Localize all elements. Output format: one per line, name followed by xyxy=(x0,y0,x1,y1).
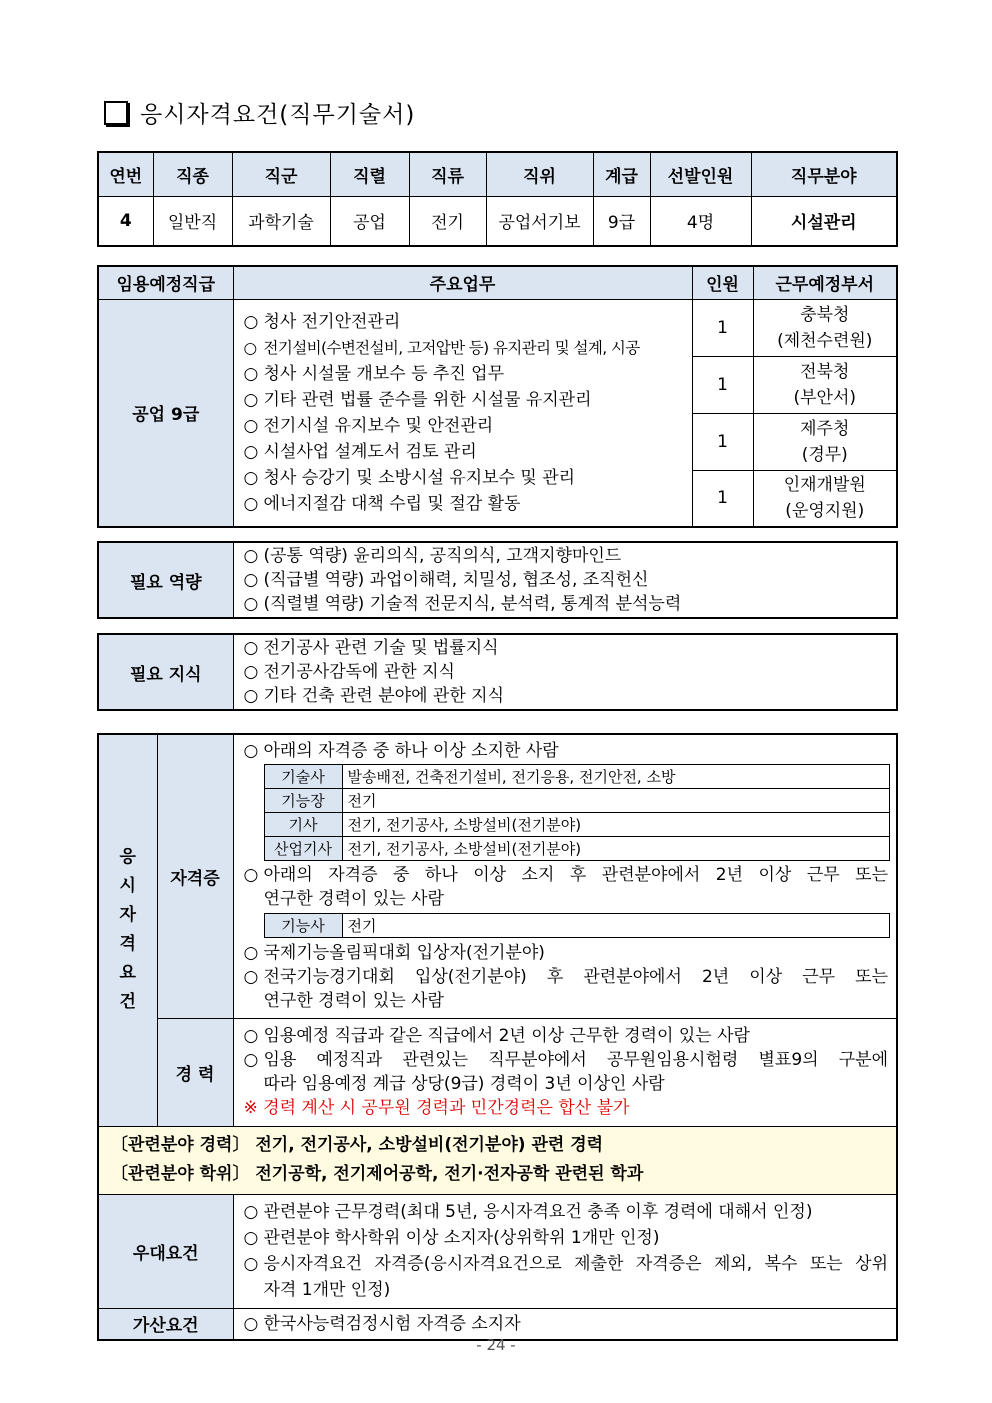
header-cell: 직위 xyxy=(486,152,593,196)
count-cell: 1 xyxy=(692,356,753,413)
preference-label: 우대요건 xyxy=(98,1194,233,1308)
header-cell: 선발인원 xyxy=(650,152,751,196)
cert-table-1 xyxy=(264,764,890,861)
list-item: ○ 기타 건축 관련 분야에 관한 지식 xyxy=(236,684,895,708)
checkbox-icon xyxy=(104,101,128,125)
list-item: ○ 아래의 자격증 중 하나 이상 소지 후 관련분야에서 2년 이상 근무 또는 xyxy=(236,863,889,887)
dept-cell xyxy=(753,413,897,470)
table-cell: 9급 xyxy=(593,196,650,246)
header-cell: 계급 xyxy=(593,152,650,196)
list-item-cont: 따라 임용예정 계급 상당(9급) 경력이 3년 이상인 사람 xyxy=(263,1074,665,1094)
dept-sub: (부안서) xyxy=(793,387,857,408)
list-item: ○ 한국사능력검정시험 자격증 소지자 xyxy=(236,1311,895,1337)
list-item-cont: 연구한 경력이 있는 사람 xyxy=(263,889,444,909)
list-item: ○ (직급별 역량) 과업이해력, 치밀성, 협조성, 조직헌신 xyxy=(236,568,895,592)
cert-fields: 전기 xyxy=(342,914,889,938)
requirements-label-char: 요 xyxy=(119,963,136,984)
list-item: ○ 전국기능경기대회 입상(전기분야) 후 관련분야에서 2년 이상 근무 또는 xyxy=(236,965,889,989)
cert-fields: 발송배전, 건축전기설비, 전기응용, 전기안전, 소방 xyxy=(342,765,889,789)
dept-sub: (운영지원) xyxy=(785,501,865,522)
cert-content xyxy=(233,734,897,1018)
requirements-label-char: 격 xyxy=(119,934,136,955)
table-cell: 공업 xyxy=(330,196,409,246)
cert-kind: 기술사 xyxy=(264,765,342,789)
cert-table-2 xyxy=(264,913,890,938)
table-row xyxy=(264,837,889,861)
dept-cell xyxy=(753,299,897,356)
table-cell: 공업서기보 xyxy=(486,196,593,246)
header-cell: 직류 xyxy=(409,152,486,196)
list-item: ○ (공통 역량) 윤리의식, 공직의식, 고객지향마인드 xyxy=(236,544,895,568)
list-item: ○ 관련분야 근무경력(최대 5년, 응시자격요건 충족 이후 경력에 대해서 인정) xyxy=(236,1199,889,1225)
header-cell: 연번 xyxy=(98,152,153,196)
knowledge-label: 필요 지식 xyxy=(98,634,233,710)
list-item: ○ 청사 승강기 및 소방시설 유지보수 및 관리 xyxy=(236,465,690,491)
dept-name: 제주청 xyxy=(800,418,850,439)
cert-kind: 기능장 xyxy=(264,789,342,813)
dept-sub: (제천수련원) xyxy=(777,330,873,351)
related-fields xyxy=(98,1126,897,1194)
page-title xyxy=(104,96,415,129)
count-cell: 1 xyxy=(692,413,753,470)
competency-table xyxy=(97,541,898,619)
grade-label: 공업 9급 xyxy=(98,299,233,527)
list-item: ○ 전기설비(수변전설비, 고저압반 등) 유지관리 및 설계, 시공 xyxy=(236,335,690,361)
list-item: ○ 국제기능올림픽대회 입상자(전기분야) xyxy=(236,941,889,965)
table-row xyxy=(264,914,889,938)
table-cell: 과학기술 xyxy=(232,196,330,246)
competency-list xyxy=(233,542,897,618)
table-row xyxy=(264,789,889,813)
related-career: 〔관련분야 경력〕 전기, 전기공사, 소방설비(전기분야) 관련 경력 xyxy=(111,1135,604,1155)
page-number: - 24 - xyxy=(476,1336,516,1354)
list-item: ○ 임용 예정직과 관련있는 직무분야에서 공무원임용시험령 별표9의 구분에 xyxy=(236,1048,889,1072)
dept-sub: (경무) xyxy=(801,444,848,465)
header-cell: 임용예정직급 xyxy=(98,266,233,299)
position-table-header xyxy=(98,152,897,196)
requirements-label-char: 시 xyxy=(119,876,136,897)
career-label: 경 력 xyxy=(157,1018,233,1126)
table-cell: 4명 xyxy=(650,196,751,246)
header-cell: 근무예정부서 xyxy=(753,266,897,299)
list-item: ○ 청사 시설물 개보수 등 추진 업무 xyxy=(236,361,690,387)
cert-fields: 전기, 전기공사, 소방설비(전기분야) xyxy=(342,813,889,837)
preference-content xyxy=(233,1194,897,1308)
knowledge-table xyxy=(97,633,898,711)
requirements-label-char: 응 xyxy=(119,847,136,868)
cert-fields: 전기 xyxy=(342,789,889,813)
dept-cell xyxy=(753,470,897,527)
competency-label: 필요 역량 xyxy=(98,542,233,618)
list-item: ○ 청사 전기안전관리 xyxy=(236,309,690,335)
requirements-label-char: 자 xyxy=(119,905,136,926)
list-item: ○ 임용예정 직급과 같은 직급에서 2년 이상 근무한 경력이 있는 사람 xyxy=(236,1024,889,1048)
header-cell: 직렬 xyxy=(330,152,409,196)
list-item: ○ 전기공사감독에 관한 지식 xyxy=(236,660,895,684)
duties-list xyxy=(233,299,692,527)
requirements-label-char: 건 xyxy=(119,992,136,1013)
list-item: ○ 에너지절감 대책 수립 및 절감 활동 xyxy=(236,491,690,517)
header-cell: 인원 xyxy=(692,266,753,299)
table-cell: 전기 xyxy=(409,196,486,246)
requirements-label xyxy=(98,734,157,1126)
list-item-cont: 자격 1개만 인정) xyxy=(263,1280,391,1300)
table-cell: 4 xyxy=(98,196,153,246)
list-item: ○ 관련분야 학사학위 이상 소지자(상위학위 1개만 인정) xyxy=(236,1225,889,1251)
list-item: ○ 응시자격요건 자격증(응시자격요건으로 제출한 자격증은 제외, 복수 또는 상위 xyxy=(236,1251,889,1277)
career-note: ※ 경력 계산 시 공무원 경력과 민간경력은 합산 불가 xyxy=(243,1098,630,1118)
page-title-text: 응시자격요건(직무기술서) xyxy=(140,102,416,128)
related-degree: 〔관련분야 학위〕 전기공학, 전기제어공학, 전기·전자공학 관련된 학과 xyxy=(111,1164,644,1184)
table-cell: 시설관리 xyxy=(751,196,897,246)
dept-name: 전북청 xyxy=(800,361,850,382)
cert-fields: 전기, 전기공사, 소방설비(전기분야) xyxy=(342,837,889,861)
header-cell: 주요업무 xyxy=(233,266,692,299)
count-cell: 1 xyxy=(692,299,753,356)
dept-name: 충북청 xyxy=(800,304,850,325)
header-cell: 직무분야 xyxy=(751,152,897,196)
dept-cell xyxy=(753,356,897,413)
duties-table xyxy=(97,265,898,528)
position-table xyxy=(97,151,898,247)
duties-table-header xyxy=(98,266,897,299)
list-item: ○ 기타 관련 법률 준수를 위한 시설물 유지관리 xyxy=(236,387,690,413)
table-cell: 일반직 xyxy=(153,196,232,246)
list-item: ○ 전기시설 유지보수 및 안전관리 xyxy=(236,413,690,439)
dept-name: 인재개발원 xyxy=(783,475,866,496)
list-item-cont: 연구한 경력이 있는 사람 xyxy=(263,991,444,1011)
bonus-label: 가산요건 xyxy=(98,1308,233,1340)
requirements-table xyxy=(97,733,898,1341)
position-table-row xyxy=(98,196,897,246)
knowledge-list xyxy=(233,634,897,710)
list-item: ○ 시설사업 설계도서 검토 관리 xyxy=(236,439,690,465)
career-content xyxy=(233,1018,897,1126)
cert-kind: 기사 xyxy=(264,813,342,837)
cert-label: 자격증 xyxy=(157,734,233,1018)
header-cell: 직군 xyxy=(232,152,330,196)
list-item: ○ 아래의 자격증 중 하나 이상 소지한 사람 xyxy=(236,739,889,763)
table-row xyxy=(264,765,889,789)
table-row xyxy=(264,813,889,837)
list-item: ○ 전기공사 관련 기술 및 법률지식 xyxy=(236,636,895,660)
cert-kind: 기능사 xyxy=(264,914,342,938)
cert-kind: 산업기사 xyxy=(264,837,342,861)
count-cell: 1 xyxy=(692,470,753,527)
header-cell: 직종 xyxy=(153,152,232,196)
list-item: ○ (직렬별 역량) 기술적 전문지식, 분석력, 통계적 분석능력 xyxy=(236,592,895,616)
